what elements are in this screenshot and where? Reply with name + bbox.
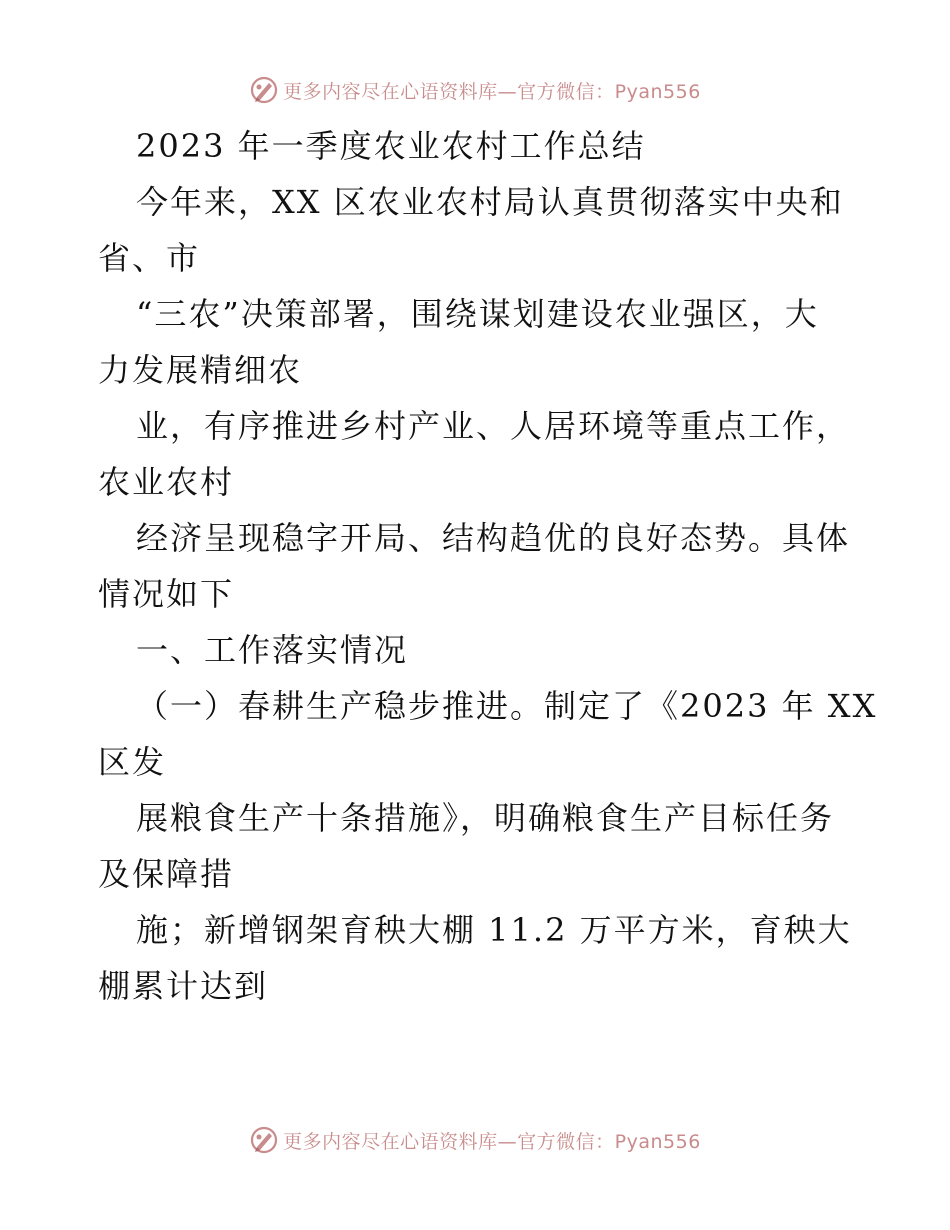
text-line: （一）春耕生产稳步推进。制定了《2023 年 XX xyxy=(136,687,878,725)
text-line: “三农”决策部署，围绕谋划建设农业强区，大 xyxy=(136,295,819,333)
pen-logo-icon xyxy=(249,1125,279,1155)
text-line: 经济呈现稳字开局、结构趋优的良好态势。具体 xyxy=(136,519,851,557)
document-title: 2023 年一季度农业农村工作总结 xyxy=(136,127,646,165)
section-heading: 一、工作落实情况 xyxy=(136,631,409,669)
text-line: 今年来，XX 区农业农村局认真贯彻落实中央和 xyxy=(136,183,844,221)
watermark-footer xyxy=(0,1122,950,1158)
text-line: 施；新增钢架育秧大棚 11.2 万平方米，育秧大 xyxy=(136,911,852,949)
watermark-text: 更多内容尽在心语资料库—官方微信：Pyan556 xyxy=(283,1130,701,1153)
text-line: 及保障措 xyxy=(98,855,235,893)
watermark-text: 更多内容尽在心语资料库—官方微信：Pyan556 xyxy=(283,80,701,103)
text-line: 区发 xyxy=(98,743,167,781)
watermark-header xyxy=(0,72,950,108)
text-line: 棚累计达到 xyxy=(98,967,269,1005)
text-line: 农业农村 xyxy=(98,463,235,501)
text-line: 力发展精细农 xyxy=(98,351,303,389)
document-body xyxy=(98,118,878,1014)
text-line: 省、市 xyxy=(98,239,201,277)
pen-logo-icon xyxy=(249,75,279,105)
text-line: 展粮食生产十条措施》，明确粮食生产目标任务 xyxy=(136,799,835,837)
text-line: 情况如下 xyxy=(98,575,235,613)
text-line: 业，有序推进乡村产业、人居环境等重点工作， xyxy=(136,407,851,445)
